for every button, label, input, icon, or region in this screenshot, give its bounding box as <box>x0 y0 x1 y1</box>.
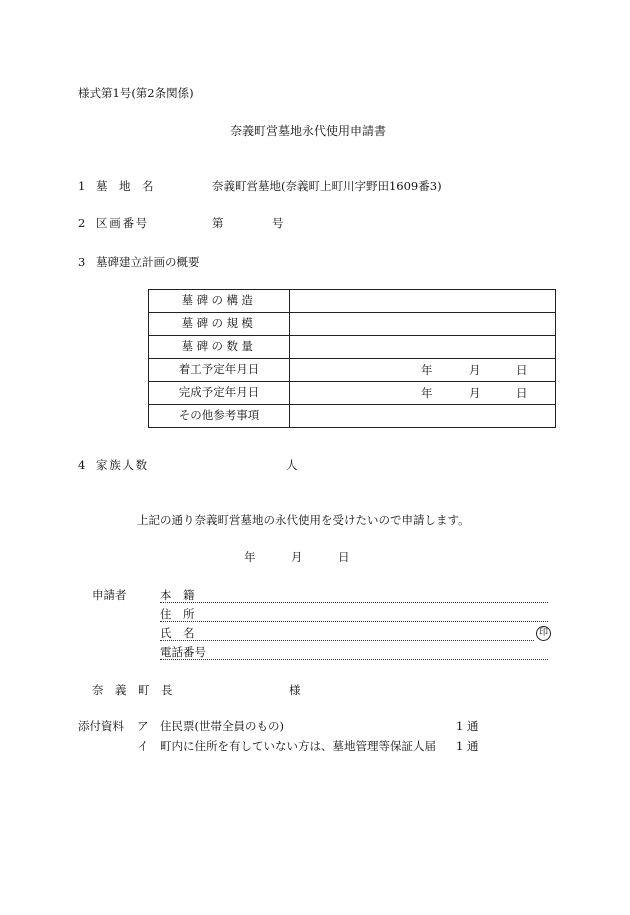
cell-label: 墓碑の構造 <box>181 293 257 308</box>
item1-label: 墓 地 名 <box>96 179 154 193</box>
attachment-count-a: 1 通 <box>456 719 479 733</box>
day-label: 日 <box>516 363 528 377</box>
honseki-field[interactable] <box>160 602 548 603</box>
application-statement: 上記の通り奈義町営墓地の永代使用を受けたいので申請します。 <box>137 513 470 527</box>
quantity-value-cell[interactable] <box>290 336 556 359</box>
table-row <box>149 382 556 405</box>
cell-label: 完成予定年月日 <box>178 385 260 400</box>
attachment-text-i: 町内に住所を有していない方は、墓地管理等保証人届 <box>160 739 436 753</box>
completion-date-cell[interactable] <box>290 382 556 405</box>
name-field[interactable] <box>160 640 534 641</box>
item4-unit: 人 <box>286 458 298 472</box>
attachment-mark-i: イ <box>137 739 149 753</box>
cell-label: その他参考事項 <box>178 408 260 423</box>
tombstone-plan-table <box>148 289 556 428</box>
name-label: 氏 名 <box>160 626 195 640</box>
date-year-label: 年 <box>244 550 256 564</box>
honseki-label: 本 籍 <box>160 588 195 602</box>
year-label: 年 <box>421 363 433 377</box>
addressee-title: 奈 義 町 長 <box>92 683 173 697</box>
attachment-count-i: 1 通 <box>456 739 479 753</box>
item2-number: 2 <box>78 216 86 230</box>
attachment-text-a: 住民票(世帯全員のもの) <box>160 719 284 733</box>
month-label: 月 <box>469 386 481 400</box>
row-label-structure <box>149 290 290 313</box>
row-label-quantity <box>149 336 290 359</box>
attachments-heading: 添付資料 <box>78 719 124 733</box>
item1-number: 1 <box>78 179 86 193</box>
cell-label: 墓碑の規模 <box>181 316 257 331</box>
addressee-honorific: 様 <box>289 683 301 697</box>
other-notes-cell[interactable] <box>290 405 556 428</box>
item2-dai: 第 <box>212 216 224 230</box>
item3-number: 3 <box>78 255 86 269</box>
row-label-other-notes <box>149 405 290 428</box>
phone-field[interactable] <box>160 659 548 660</box>
cell-label: 着工予定年月日 <box>178 362 260 377</box>
table-row <box>149 290 556 313</box>
row-label-scale <box>149 313 290 336</box>
item2-label: 区画番号 <box>96 216 149 230</box>
item2-go: 号 <box>272 216 284 230</box>
cell-label: 墓碑の数量 <box>181 339 257 354</box>
item4-label: 家族人数 <box>96 458 149 472</box>
structure-value-cell[interactable] <box>290 290 556 313</box>
date-month-label: 月 <box>291 550 303 564</box>
table-row <box>149 313 556 336</box>
seal-mark: 印 <box>536 626 551 641</box>
item1-value: 奈義町営墓地(奈義町上町川字野田1609番3) <box>212 179 442 193</box>
row-label-completion-date <box>149 382 290 405</box>
attachment-mark-a: ア <box>137 719 149 733</box>
table-row <box>149 405 556 428</box>
day-label: 日 <box>516 386 528 400</box>
address-label: 住 所 <box>160 607 195 621</box>
start-date-cell[interactable] <box>290 359 556 382</box>
item3-label: 墓碑建立計画の概要 <box>96 255 200 269</box>
phone-label: 電話番号 <box>160 645 206 659</box>
address-field[interactable] <box>160 621 548 622</box>
year-label: 年 <box>421 386 433 400</box>
table-row <box>149 359 556 382</box>
item4-number: 4 <box>78 458 86 472</box>
applicant-heading: 申請者 <box>92 588 127 602</box>
row-label-start-date <box>149 359 290 382</box>
date-day-label: 日 <box>338 550 350 564</box>
form-number: 様式第1号(第2条関係) <box>78 86 194 100</box>
document-title: 奈義町営墓地永代使用申請書 <box>230 124 387 138</box>
scale-value-cell[interactable] <box>290 313 556 336</box>
table-row <box>149 336 556 359</box>
month-label: 月 <box>469 363 481 377</box>
